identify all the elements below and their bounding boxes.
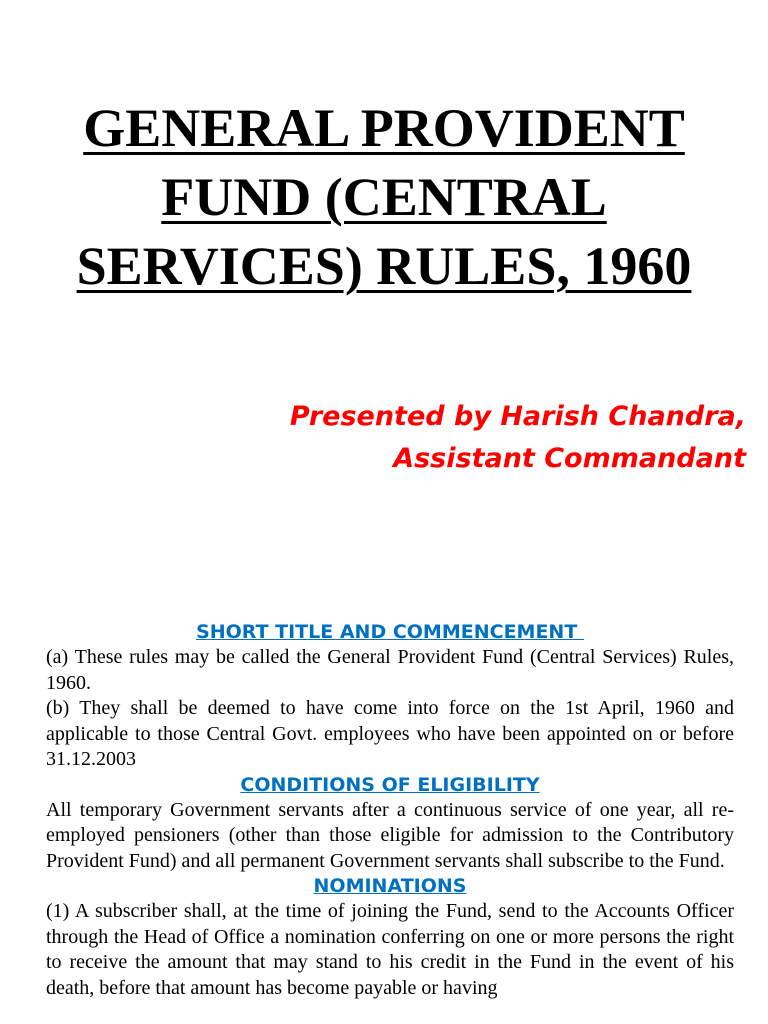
short-title-para-b: (b) They shall be deemed to have come into force on the 1st April, 1960 and applicable to those Central Govt. employees who have been appointed on or before 31.12.2003 <box>46 697 734 770</box>
eligibility-para: All temporary Government servants after a continuous service of one year, all re-employed pensioners (other than those eligible for admission to the Contributory Provident Fund) and all permanent Government servants shall subscribe to the Fund. <box>46 798 734 872</box>
title-line-1: GENERAL PROVIDENT <box>83 98 685 158</box>
document-title <box>0 94 768 301</box>
section-heading-nominations: NOMINATIONS <box>313 875 467 897</box>
presenter-name: Presented by Harish Chandra, <box>289 401 746 432</box>
title-line-2: FUND (CENTRAL <box>161 167 607 227</box>
title-line-3: SERVICES) RULES, 1960 <box>76 236 692 296</box>
section-heading-eligibility: CONDITIONS OF ELIGIBILITY <box>240 773 540 796</box>
nominations-para-1: (1) A subscriber shall, at the time of joining the Fund, send to the Accounts Officer through the Head of Office a nomination conferring on one or more persons the right to receive the amount that may stand to his credit in the Fund in the event of his death, before that amount has become payable or having <box>46 900 734 999</box>
section-heading-short-title: SHORT TITLE AND COMMENCEMENT <box>196 621 584 643</box>
presenter-credit <box>290 396 746 480</box>
short-title-para-a: (a) These rules may be called the General Provident Fund (Central Services) Rules, 1960. <box>46 646 734 694</box>
presenter-designation: Assistant Commandant <box>393 443 746 474</box>
rules-body <box>46 620 734 1001</box>
